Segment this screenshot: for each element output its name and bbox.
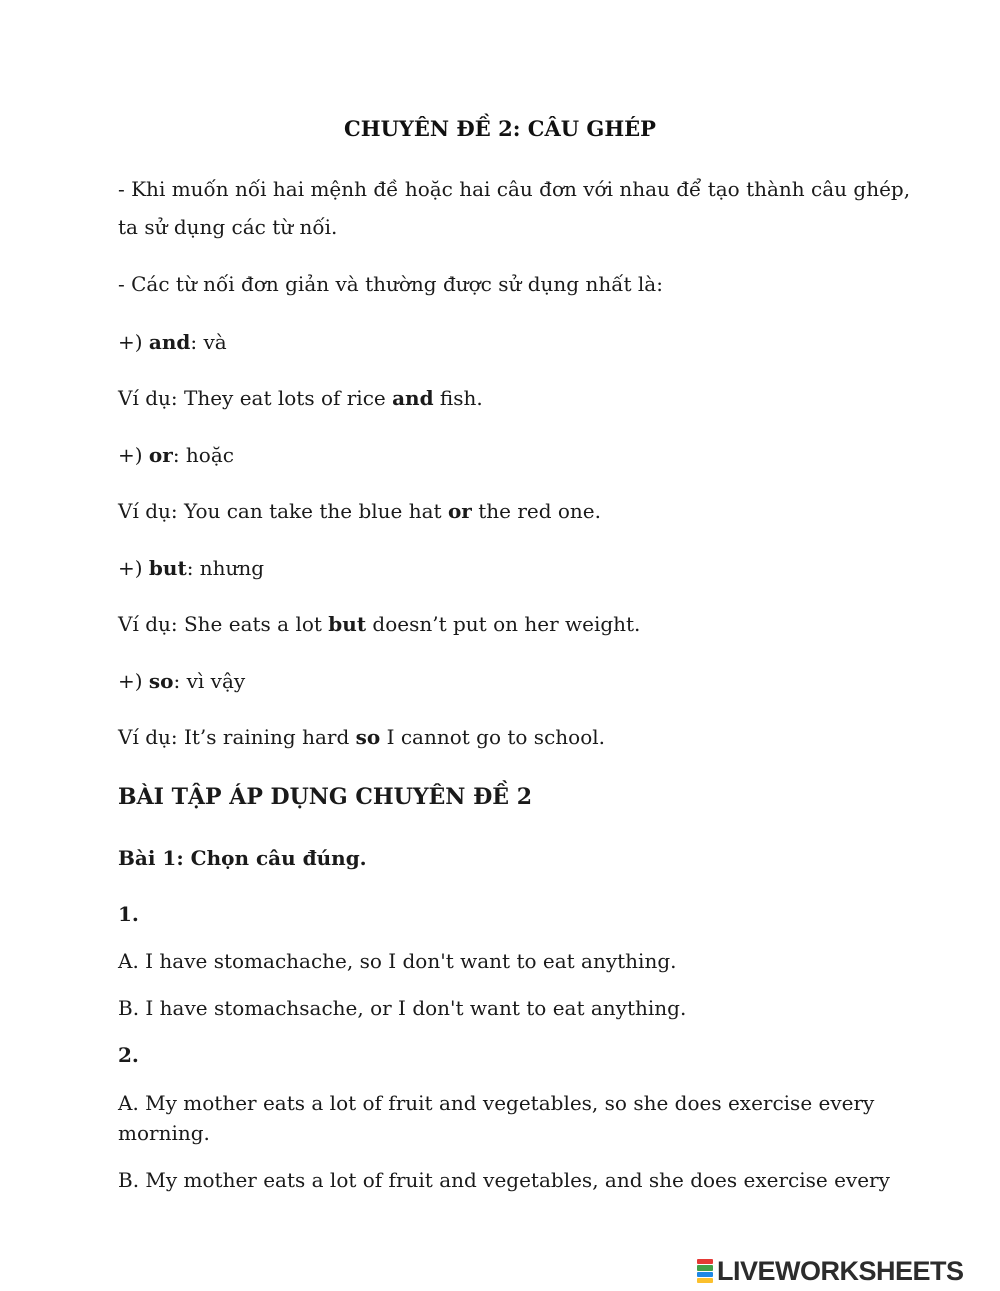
- intro-text-line-3: - Các từ nối đơn giản và thường được sử dụng nhất là:: [118, 272, 663, 296]
- liveworksheets-logo: [697, 1257, 964, 1285]
- example-keyword: or: [447, 499, 472, 523]
- question-2-option-a-line-1: A. My mother eats a lot of fruit and vegetables, so she does exercise every: [118, 1091, 875, 1115]
- example-text: Ví dụ: It’s raining hard: [118, 725, 356, 749]
- example-text: I cannot go to school.: [380, 725, 605, 749]
- conjunction-word: or: [148, 443, 173, 467]
- logo-text: LIVEWORKSHEETS: [717, 1256, 964, 1286]
- question-2-option-b[interactable]: B. My mother eats a lot of fruit and vegetables, and she does exercise every: [118, 1168, 890, 1192]
- conjunction-meaning: : hoặc: [172, 443, 234, 467]
- logo-block-icon: [697, 1278, 713, 1283]
- logo-block-icon: [697, 1272, 713, 1277]
- example-or: [118, 499, 601, 523]
- example-keyword: and: [392, 386, 434, 410]
- conjunction-word: and: [148, 330, 191, 354]
- conjunction-and: [118, 330, 227, 354]
- bullet-prefix: +): [118, 443, 149, 467]
- question-1-option-a[interactable]: A. I have stomachache, so I don't want to eat anything.: [118, 949, 677, 973]
- page-title: CHUYÊN ĐỀ 2: CÂU GHÉP: [344, 116, 656, 141]
- example-so: [118, 725, 605, 749]
- exercise-heading: BÀI TẬP ÁP DỤNG CHUYÊN ĐỀ 2: [118, 784, 533, 810]
- bullet-prefix: +): [118, 669, 149, 693]
- example-text: Ví dụ: You can take the blue hat: [118, 499, 448, 523]
- example-text: Ví dụ: They eat lots of rice: [118, 386, 393, 410]
- example-text: Ví dụ: She eats a lot: [118, 612, 329, 636]
- example-keyword: so: [355, 725, 381, 749]
- conjunction-so: [118, 669, 245, 693]
- conjunction-meaning: : vì vậy: [173, 669, 246, 693]
- example-but: [118, 612, 640, 636]
- conjunction-meaning: : nhưng: [186, 556, 265, 580]
- example-and: [118, 386, 483, 410]
- logo-block-icon: [697, 1265, 713, 1270]
- intro-text-line-2: ta sử dụng các từ nối.: [118, 215, 338, 239]
- conjunction-but: [118, 556, 264, 580]
- intro-text-line-1: - Khi muốn nối hai mệnh đề hoặc hai câu đơn với nhau để tạo thành câu ghép,: [118, 177, 911, 201]
- liveworksheets-logo-icon: [697, 1259, 713, 1283]
- question-2-option-a-line-2: morning.: [118, 1121, 210, 1145]
- bullet-prefix: +): [118, 556, 149, 580]
- conjunction-or: [118, 443, 234, 467]
- question-1-number: 1.: [118, 902, 139, 926]
- example-text: the red one.: [471, 499, 601, 523]
- exercise-1-title: Bài 1: Chọn câu đúng.: [118, 846, 367, 870]
- example-text: fish.: [433, 386, 483, 410]
- example-keyword: but: [328, 612, 367, 636]
- logo-block-icon: [697, 1259, 713, 1264]
- conjunction-word: but: [148, 556, 187, 580]
- conjunction-word: so: [148, 669, 174, 693]
- example-text: doesn’t put on her weight.: [366, 612, 641, 636]
- conjunction-meaning: : và: [190, 330, 227, 354]
- question-1-option-b[interactable]: B. I have stomachsache, or I don't want to eat anything.: [118, 996, 687, 1020]
- bullet-prefix: +): [118, 330, 149, 354]
- question-2-number: 2.: [118, 1043, 139, 1067]
